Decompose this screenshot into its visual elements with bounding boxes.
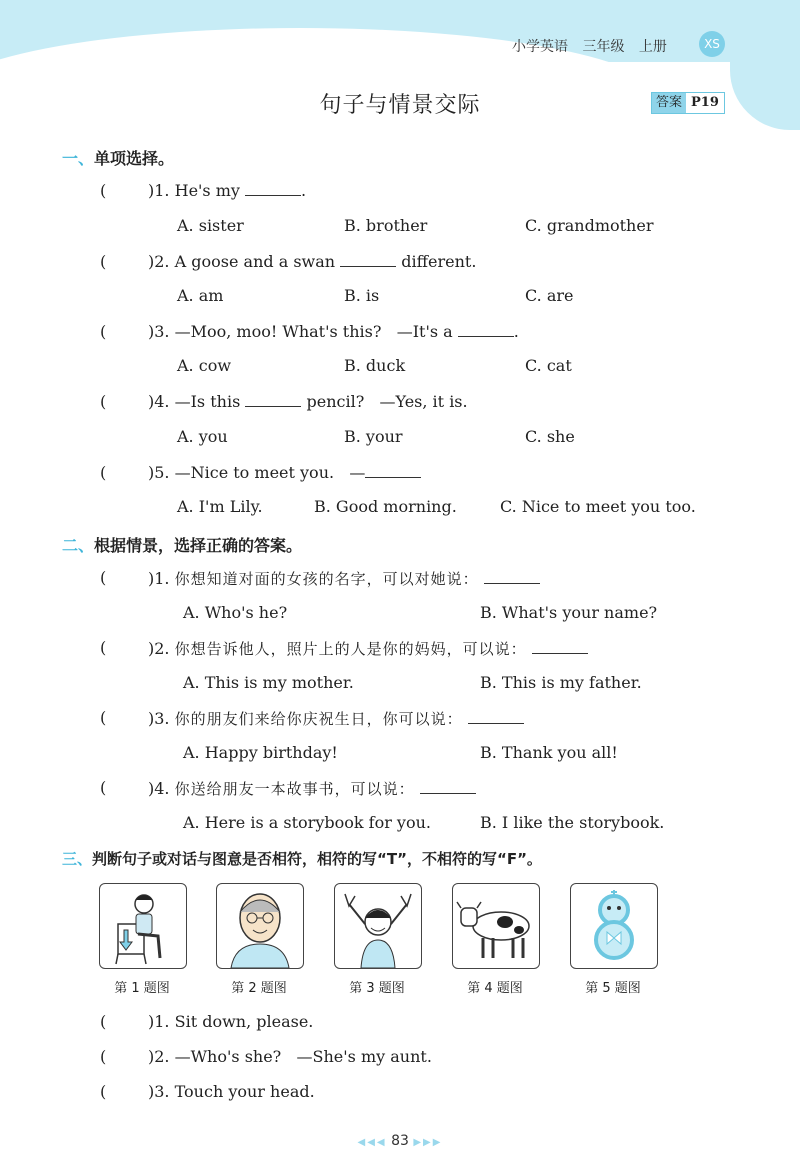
xs-badge: XS — [699, 31, 725, 57]
answer-paren[interactable]: ( — [100, 252, 107, 271]
section2-number: 二、 — [62, 536, 95, 555]
option-a: A. Happy birthday! — [183, 743, 338, 762]
answer-paren[interactable]: ( — [100, 322, 107, 341]
option-b: B. is — [344, 286, 380, 305]
option-c: C. Nice to meet you too. — [500, 497, 696, 516]
answer-paren[interactable]: ( — [100, 568, 107, 587]
header-volume: 上册 — [638, 39, 667, 55]
question-number: )4. — [148, 392, 170, 411]
answer-blank[interactable] — [468, 709, 524, 724]
question-line — [148, 1047, 432, 1066]
answer-paren[interactable]: ( — [100, 392, 107, 411]
answer-blank[interactable] — [245, 181, 301, 196]
option-c: C. she — [525, 427, 575, 446]
question-text: Touch your head. — [174, 1082, 315, 1101]
question-number: )3. — [148, 322, 170, 341]
header-subject: 小学英语 — [512, 39, 568, 55]
option-c: C. grandmother — [525, 216, 654, 235]
answer-blank[interactable] — [245, 392, 301, 407]
answer-paren[interactable]: ( — [100, 463, 107, 482]
question-number: )3. — [148, 1082, 170, 1101]
answer-paren[interactable]: ( — [100, 638, 107, 657]
question-text-end: . — [301, 181, 307, 200]
section3-number: 三、 — [62, 850, 93, 868]
section1-title: 单项选择。 — [94, 149, 175, 168]
question-number: )4. — [148, 779, 170, 798]
question-text: —Nice to meet you. — — [174, 463, 366, 482]
option-a: A. you — [177, 427, 228, 446]
question-number: )2. — [148, 639, 170, 658]
boy-sitting-icon — [100, 884, 186, 968]
question-number: )2. — [148, 252, 170, 271]
answer-paren[interactable]: ( — [100, 778, 107, 797]
option-b: B. Thank you all! — [480, 743, 618, 762]
answer-blank[interactable] — [340, 252, 396, 267]
question-text: —Moo, moo! What's this? —It's a — [174, 322, 453, 341]
question-line — [148, 638, 588, 659]
grandpa-icon — [217, 884, 303, 968]
question-number: )1. — [148, 1012, 170, 1031]
question-line — [148, 1012, 313, 1031]
answer-page: P19 — [691, 95, 719, 110]
picture-2 — [216, 883, 304, 969]
question-number: )1. — [148, 569, 170, 588]
question-line — [148, 463, 421, 482]
picture-1-caption: 第 1 题图 — [114, 981, 170, 996]
number-eight-icon — [571, 884, 657, 968]
option-b: B. This is my father. — [480, 673, 642, 692]
option-b: B. brother — [344, 216, 428, 235]
cow-icon — [453, 884, 539, 968]
answer-blank[interactable] — [458, 322, 514, 337]
boy-hands-up-icon — [335, 884, 421, 968]
section1-heading — [62, 146, 174, 169]
picture-4 — [452, 883, 540, 969]
picture-3 — [334, 883, 422, 969]
option-c: C. are — [525, 286, 574, 305]
question-number: )5. — [148, 463, 170, 482]
question-number: )3. — [148, 709, 170, 728]
section2-heading — [62, 533, 302, 556]
picture-3-caption: 第 3 题图 — [349, 981, 405, 996]
question-line — [148, 568, 540, 589]
section2-title: 根据情景，选择正确的答案。 — [94, 536, 303, 555]
answer-reference — [651, 92, 725, 114]
option-b: B. What's your name? — [480, 603, 658, 622]
question-text: 你想知道对面的女孩的名字，可以对她说： — [174, 570, 479, 588]
option-a: A. am — [177, 286, 224, 305]
answer-blank[interactable] — [532, 639, 588, 654]
page-footer — [0, 1133, 800, 1149]
question-number: )1. — [148, 181, 170, 200]
left-arrows-icon: ◀◀◀ — [357, 1137, 387, 1148]
question-text: 你送给朋友一本故事书，可以说： — [174, 780, 415, 798]
option-a: A. Here is a storybook for you. — [183, 813, 431, 832]
picture-5 — [570, 883, 658, 969]
section3-title: 判断句子或对话与图意是否相符，相符的写“T”，不相符的写“F”。 — [92, 850, 542, 868]
answer-paren[interactable]: ( — [100, 708, 107, 727]
option-b: B. I like the storybook. — [480, 813, 665, 832]
question-text: A goose and a swan — [174, 252, 336, 271]
answer-paren[interactable]: ( — [100, 181, 107, 200]
question-line — [148, 778, 476, 799]
page-title: 句子与情景交际 — [319, 93, 481, 118]
question-text-end: pencil? —Yes, it is. — [306, 392, 468, 411]
question-line — [148, 708, 524, 729]
question-text-end: different. — [401, 252, 477, 271]
picture-1 — [99, 883, 187, 969]
answer-paren[interactable]: ( — [100, 1047, 107, 1066]
option-c: C. cat — [525, 356, 572, 375]
option-a: A. This is my mother. — [183, 673, 354, 692]
answer-blank[interactable] — [365, 463, 421, 478]
question-line — [148, 392, 468, 411]
option-b: B. Good morning. — [314, 497, 457, 516]
picture-4-caption: 第 4 题图 — [467, 981, 523, 996]
option-b: B. your — [344, 427, 403, 446]
option-b: B. duck — [344, 356, 406, 375]
question-text: 你想告诉他人，照片上的人是你的妈妈，可以说： — [174, 640, 527, 658]
header-grade: 三年级 — [582, 39, 625, 55]
answer-paren[interactable]: ( — [100, 1082, 107, 1101]
question-text: —Is this — [174, 392, 241, 411]
picture-5-caption: 第 5 题图 — [585, 981, 641, 996]
answer-paren[interactable]: ( — [100, 1012, 107, 1031]
question-text: He's my — [174, 181, 240, 200]
question-text: Sit down, please. — [174, 1012, 314, 1031]
answer-blank[interactable] — [484, 569, 540, 584]
question-text: —Who's she? —She's my aunt. — [174, 1047, 432, 1066]
section1-number: 一、 — [62, 149, 95, 168]
question-line — [148, 252, 476, 271]
page-number: 83 — [391, 1133, 409, 1149]
question-line — [148, 181, 306, 200]
question-line — [148, 1082, 315, 1101]
option-a: A. I'm Lily. — [177, 497, 263, 516]
option-a: A. Who's he? — [183, 603, 288, 622]
answer-label: 答案 — [652, 93, 686, 113]
header-text — [512, 36, 667, 56]
picture-2-caption: 第 2 题图 — [231, 981, 287, 996]
answer-blank[interactable] — [420, 779, 476, 794]
section3-heading — [62, 848, 542, 869]
option-a: A. sister — [177, 216, 244, 235]
question-text-end: . — [513, 322, 519, 341]
option-a: A. cow — [177, 356, 232, 375]
right-arrows-icon: ▶▶▶ — [413, 1137, 443, 1148]
question-number: )2. — [148, 1047, 170, 1066]
question-text: 你的朋友们来给你庆祝生日，你可以说： — [174, 710, 463, 728]
question-line — [148, 322, 519, 341]
